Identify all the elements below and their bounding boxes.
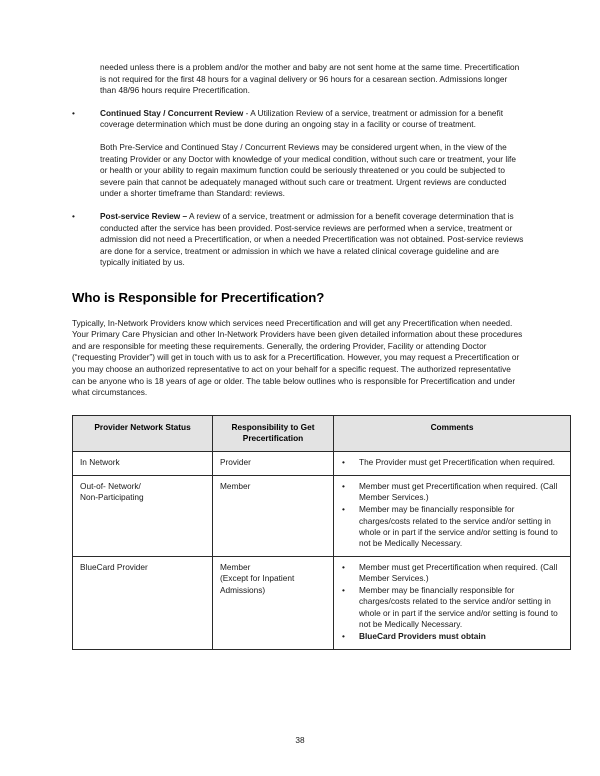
term-post-service: Post-service Review – [100,211,188,222]
list-item-text: BlueCard Providers must obtain [359,631,486,642]
paragraph-urgent-reviews: Both Pre-Service and Continued Stay / Concurrent Reviews may be considered urgent when, in the view of the treating Provider or any Doctor with knowledge of your medical condition, without such care or treatment, your life or health or your ability to regain maximum function could be seriously threatened or you could be subjected to severe pain that cannot be adequately managed without such care or treatment. Urgent reviews are conducted under a shorter timeframe than Standard: reviews. [100,142,516,199]
list-item [341,481,563,504]
bullet-body-continued-stay [100,108,525,131]
table-row [73,475,571,556]
list-item-text: Member must get Precertification when required. (Call Member Services.) [359,561,558,584]
status-text [80,562,205,573]
status-line: BlueCard Provider [80,561,148,572]
column-header-responsibility [213,415,334,452]
list-item-text: Member must get Precertification when required. (Call Member Services.) [359,480,558,503]
list-item [341,504,563,550]
bullet-marker-icon: • [342,631,345,642]
table-row [73,452,571,475]
status-line: In Network [80,457,120,468]
header-line-2: Get Precertification [242,421,315,443]
bullet-item-continued-stay [72,108,525,131]
page-number-footer: 38 [295,735,305,745]
cell-comments [334,556,571,649]
status-text [80,457,205,468]
bullet-marker-icon: • [72,211,75,222]
list-item [341,585,563,631]
bullet-item-post-service [72,211,525,269]
responsibility-text [220,457,326,468]
list-item-text: The Provider must get Precertification when required. [359,457,555,468]
responsibility-line: Provider [220,457,251,468]
paragraph-maternity-continuation: needed unless there is a problem and/or the mother and baby are not sent home at the same time. Precertification is not required for the first 48 hours for a vaginal delivery or 96 hours for a cesarean section. Admissions longer than 48/96 hours require Precertification. [100,62,520,96]
cell-responsibility [213,452,334,475]
header-line-2: Status [165,421,191,432]
page-content [72,62,558,650]
column-header-comments [334,415,571,452]
paragraph-who-is-responsible: Typically, In-Network Providers know which services need Precertification and will get any Precertification when needed. Your Primary Care Physician and other In-Network Providers have been given detailed information about these procedures and are responsible for meeting these requirements. Generally, the ordering Provider, Facility or attending Doctor (“requesting Provider”) will get in touch with us to ask for a Precertification. However, you may request a Precertification or you may choose an authorized representative to act on your behalf for a specific request. The authorized representative can be anyone who is 18 years of age or older. The table below outlines who is responsible for Precertification and under what circumstances. [72,317,523,398]
bullet-marker-icon: • [342,480,345,491]
cell-comments [334,475,571,556]
status-text [80,481,205,504]
list-item-text: Member may be financially responsible for charges/costs related to the service and/or setting in whole or in part if the service and/or setting is found to not be Medically Necessary. [359,585,558,630]
status-line: Non-Participating [80,492,144,503]
list-item [341,631,563,642]
section-heading-who-is-responsible: Who is Responsible for Precertification? [72,289,325,305]
bullet-marker-icon: • [342,561,345,572]
table-header [73,415,571,452]
header-line-1: Responsibility to [231,421,299,432]
cell-provider-network-status [73,475,213,556]
column-header-provider-network-status [73,415,213,452]
table-row [73,556,571,649]
precertification-responsibility-table [72,415,571,650]
header-line-1: Provider Network [94,421,164,432]
bullet-body-post-service [100,211,525,269]
comments-bullet-list [341,481,563,550]
comments-bullet-list [341,457,563,468]
term-continued-stay: Continued Stay / Concurrent Review [100,107,244,118]
cell-provider-network-status [73,452,213,475]
definition-continued-stay: - A Utilization Review of a service, treatment or admission for a benefit coverage determination which must be done during an ongoing stay in a facility or course of treatment. [100,107,503,130]
responsibility-text [220,481,326,492]
table-body [73,452,571,649]
bullet-marker-icon: • [72,107,75,118]
comments-bullet-list [341,562,563,643]
cell-provider-network-status [73,556,213,649]
list-item [341,457,563,468]
bullet-marker-icon: • [342,504,345,515]
list-item-text: Member may be financially responsible for charges/costs related to the service and/or setting in whole or in part if the service and/or setting is found to not be Medically Necessary. [359,504,558,549]
header-line-1: Comments [430,421,474,432]
responsibility-text [220,562,326,596]
list-item [341,562,563,585]
definition-post-service: A review of a service, treatment or admission for a benefit coverage determination that is conducted after the service has been provided. Post-service reviews are performed when a service, treatment or admission did not need a Precertification, or when a needed Precertification was not obtained. Post-service reviews are done for a service, treatment or admission in which we have a related clinical coverage guideline and are typically initiated by us. [100,211,524,268]
bullet-marker-icon: • [342,457,345,468]
cell-comments [334,452,571,475]
responsibility-line: Member [220,480,251,491]
cell-responsibility [213,556,334,649]
status-line: Out-of- Network/ [80,480,141,491]
bullet-marker-icon: • [342,585,345,596]
responsibility-line: Admissions) [220,584,266,595]
responsibility-line: (Except for Inpatient [220,573,295,584]
table-header-row [73,415,571,452]
cell-responsibility [213,475,334,556]
responsibility-line: Member [220,561,251,572]
